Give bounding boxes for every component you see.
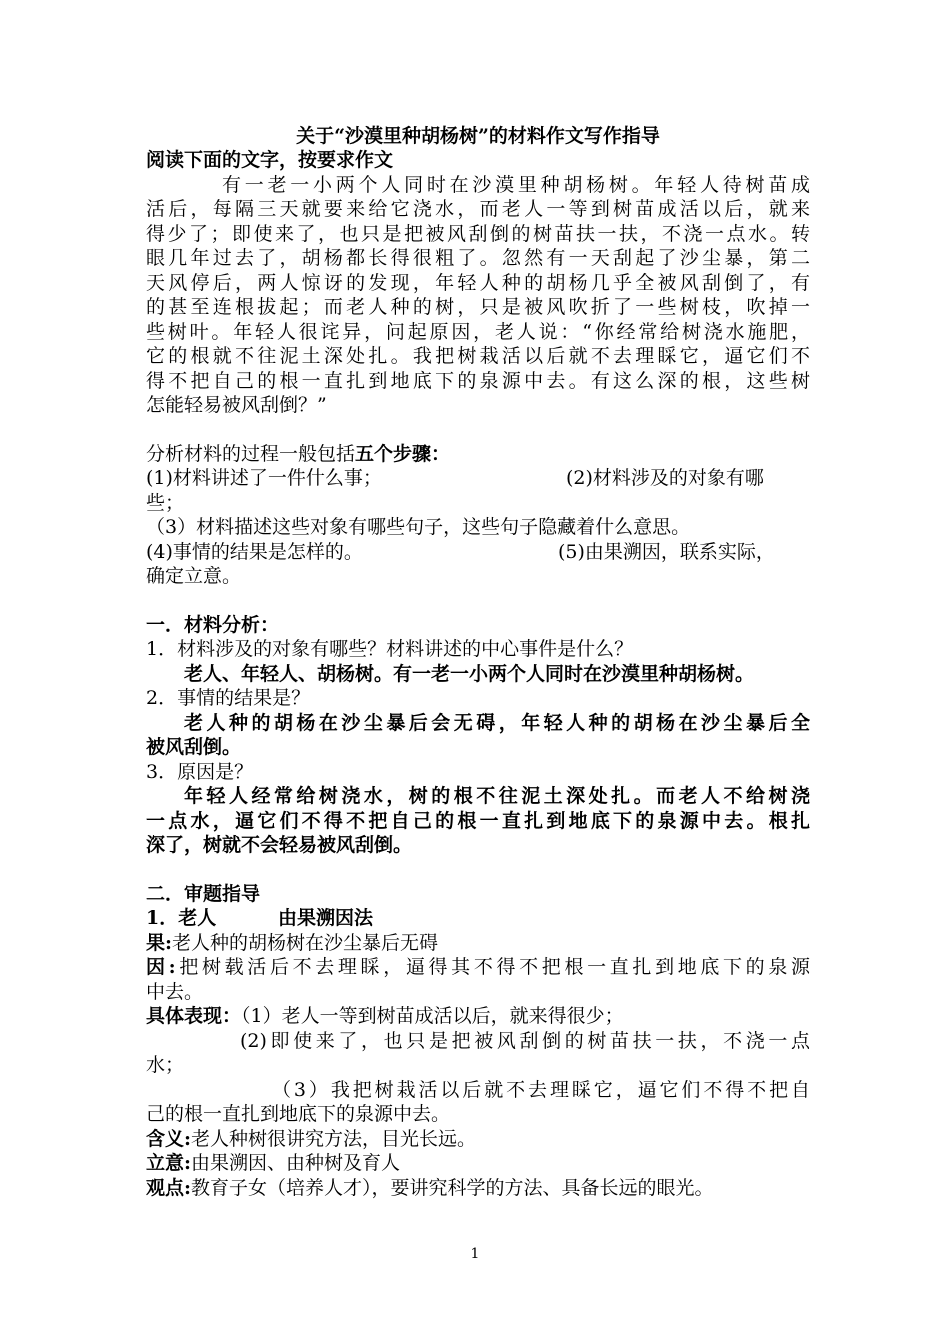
material-line: 的甚至连根拔起；而老人种的树，只是被风吹折了一些树枝，吹掉一 [146,296,810,318]
viewpoint-text: 教育子女（培养人才），要讲究科学的方法、具备长远的眼光。 [191,1176,714,1199]
step-2: (2)材料涉及的对象有哪 [566,467,764,489]
manifestation-3-continued: 己的根一直扎到地底下的泉源中去。 [146,1103,451,1125]
result-label: 果: [146,931,173,954]
material-line: 它的根就不往泥土深处扎。我把树栽活以后就不去理睬它，逼它们不 [146,345,810,367]
section-2-heading: 二．审题指导 [146,882,261,905]
material-line: 些树叶。年轻人很诧异，问起原因，老人说：“你经常给树浇水施肥， [146,320,810,343]
manifestation-3: （3）我把树栽活以后就不去理睬它，逼它们不得不把自 [272,1078,810,1101]
material-line: 活后，每隔三天就要来给它浇水，而老人一等到树苗成活以后，就来 [146,198,810,220]
instruction-heading: 阅读下面的文字，按要求作文 [146,149,394,171]
subsection-1-heading [146,906,810,931]
material-line: 眼几年过去了，胡杨都长得很粗了。忽然有一天刮起了沙尘暴，第二 [146,247,810,269]
step-4: (4)事情的结果是怎样的。 [146,540,363,563]
material-line: 天风停后，两人惊讶的发现，年轻人种的胡杨几乎全被风刮倒了，有 [146,271,810,294]
cause-row [146,955,810,980]
manifestation-2-continued: 水； [146,1054,185,1076]
material-passage [146,173,810,418]
step-1: (1)材料讲述了一件什么事； [146,467,382,489]
theme-label: 立意: [146,1152,192,1174]
section-topic-guidance [146,882,810,1201]
result-text: 老人种的胡杨树在沙尘暴后无碍 [172,931,439,954]
material-line: 怎能轻易被风刮倒？” [146,394,327,416]
manifestation-2: (2)即使来了，也只是把被风刮倒的树苗扶一扶，不浇一点 [240,1029,810,1052]
analysis-steps [146,442,810,589]
steps-intro-bold: 五个步骤： [355,442,451,465]
theme-row [146,1151,810,1176]
document-page [146,124,810,1200]
answer-2-line-1: 老人种的胡杨在沙尘暴后会无碍，年轻人种的胡杨在沙尘暴后全 [184,711,810,734]
meaning-row [146,1127,810,1152]
question-3: 3．原因是？ [146,760,254,783]
manifestation-1: （1）老人一等到树苗成活以后，就来得很少； [241,1005,624,1027]
cause-continued: 中去。 [146,980,204,1003]
answer-3-line-1: 年轻人经常给树浇水，树的根不往泥土深处扎。而老人不给树浇 [184,785,810,807]
subsection-1-number: 1．老人 [146,907,217,929]
section-material-analysis [146,613,810,858]
answer-3-line-3: 深了，树就不会轻易被风刮倒。 [146,834,413,856]
step-2-continued: 些； [146,491,185,514]
result-row [146,931,810,956]
meaning-label: 含义: [146,1127,192,1150]
viewpoint-row [146,1176,810,1201]
step-5: (5)由果溯因，联系实际， [558,540,775,563]
meaning-text: 老人种树很讲究方法，目光长远。 [191,1127,477,1150]
manifestation-label: 具体表现： [146,1005,242,1027]
answer-1: 老人、年轻人、胡杨树。有一老一小两个人同时在沙漠里种胡杨树。 [184,662,755,685]
question-1: 1．材料涉及的对象有哪些？材料讲述的中心事件是什么？ [146,638,634,660]
viewpoint-label: 观点: [146,1176,192,1199]
section-1-heading: 一．材料分析： [146,613,280,636]
cause-label: 因: [146,956,176,978]
step-row-1 [146,466,810,491]
question-2: 2．事情的结果是？ [146,687,311,709]
manifestation-row-1 [146,1004,810,1029]
step-row-4 [146,540,810,565]
material-line: 得不把自己的根一直扎到地底下的泉源中去。有这么深的根，这些树 [146,369,810,392]
material-line: 得少了；即使来了，也只是把被风刮倒的树苗扶一扶，不浇一点水。转 [146,222,810,245]
step-5-continued: 确定立意。 [146,565,242,587]
step-3: （3）材料描述这些对象有哪些句子，这些句子隐藏着什么意思。 [146,516,691,538]
document-title: 关于“沙漠里种胡杨树”的材料作文写作指导 [296,125,660,147]
answer-2-line-2: 被风刮倒。 [146,736,242,758]
cause-text: 把树载活后不去理睬，逼得其不得不把根一直扎到地底下的泉源 [175,956,810,978]
material-line: 有一老一小两个人同时在沙漠里种胡杨树。年轻人待树苗成 [222,173,810,196]
subsection-1-method: 由果溯因法 [278,907,374,929]
page-number: 1 [470,1246,480,1262]
steps-intro-text: 分析材料的过程一般包括 [146,442,356,465]
answer-3-line-2: 一点水，逼它们不得不把自己的根一直扎到地底下的泉源中去。根扎 [146,809,810,832]
steps-intro [146,442,810,467]
theme-text: 由果溯因、由种树及育人 [191,1152,401,1174]
